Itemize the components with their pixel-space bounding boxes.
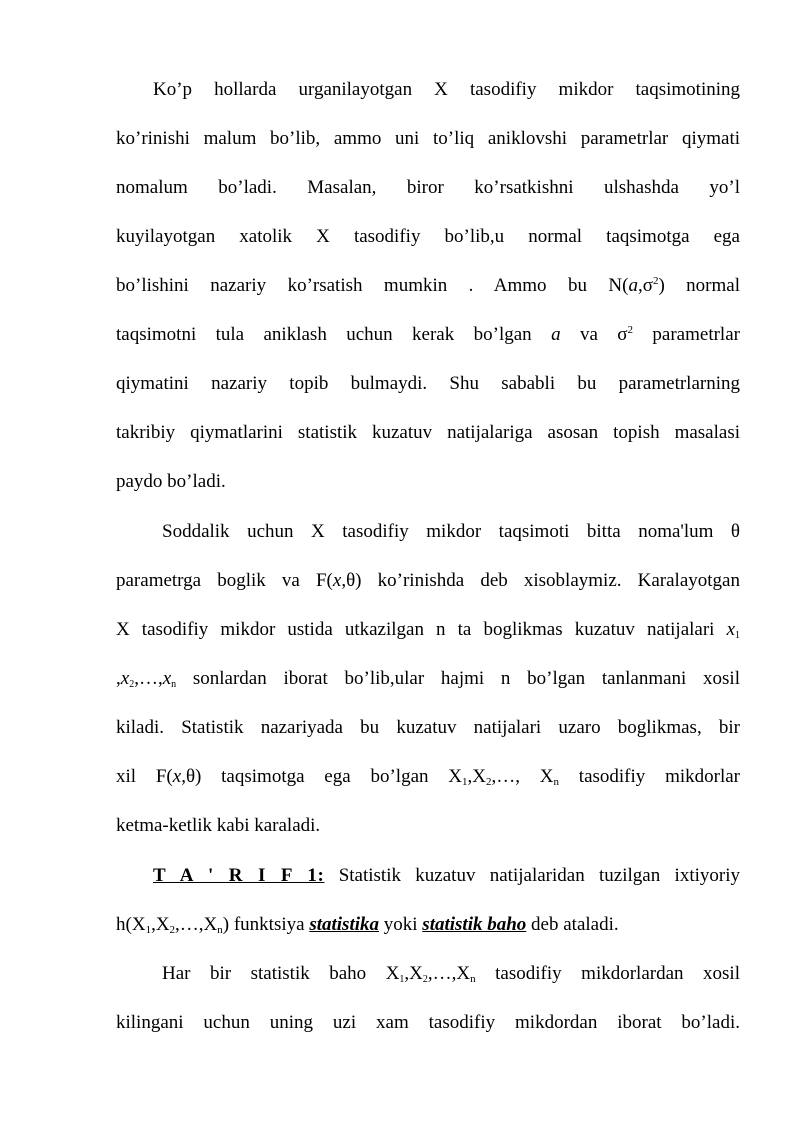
p4-line-2: kilingani uchun uning uzi xam tasodifiy mikdordan iborat bo’ladi. xyxy=(116,1012,740,1033)
p1-line-3: nomalum bo’ladi. Masalan, biror ko’rsatkishni ulshashda yo’l xyxy=(116,177,740,198)
definition-line-2: $h(X_1,X_2,\dots,X_n)$ funktsiya statistika yoki statistik baho deb ataladi. xyxy=(116,914,619,936)
term-statistika: statistika xyxy=(309,914,380,935)
p2-line-6: xil F(x,θ) taqsimotga ega bo’lgan $X_1,X_2,\dots$, $X_n$ tasodifiy mikdorlar xyxy=(116,766,741,788)
p1-line-9: paydo bo’ladi. xyxy=(116,471,226,492)
p1-line-5: bo’lishini nazariy ko’rsatish mumkin . Ammo bu $N(a,\sigma^2)$ normal xyxy=(116,275,740,296)
p1-line-1: Ko’p hollarda urganilayotgan X tasodifiy mikdor taqsimotining xyxy=(153,79,740,100)
p1-line-6: taqsimotni tula aniklash uchun kerak bo’lgan a va $\sigma^2$ parametrlar xyxy=(116,324,740,345)
p4-line-1: Har bir statistik baho $X_1,X_2,\dots,X_n$ tasodifiy mikdorlardan xosil xyxy=(162,963,740,985)
p2-line-7: ketma-ketlik kabi karaladi. xyxy=(116,815,321,836)
p2-line-4: $,x_2,\dots,x_n$ sonlardan iborat bo’lib,ular hajmi n bo’lgan tanlanmani xosil xyxy=(116,668,740,690)
p2-line-1: Soddalik uchun X tasodifiy mikdor taqsimoti bitta noma'lum θ xyxy=(162,521,740,542)
p1-line-4: kuyilayotgan xatolik X tasodifiy bo’lib,u normal taqsimotga ega xyxy=(116,226,740,247)
p1-line-8: takribiy qiymatlarini statistik kuzatuv natijalariga asosan topish masalasi xyxy=(116,422,740,443)
term-statistik-baho: statistik baho xyxy=(422,914,527,935)
p2-line-3: X tasodifiy mikdor ustida utkazilgan n ta boglikmas kuzatuv natijalari $x_1$ xyxy=(116,619,740,641)
definition-line-1: T A ' R I F 1: Statistik kuzatuv natijalaridan tuzilgan ixtiyoriy xyxy=(153,865,740,886)
p2-line-5: kiladi. Statistik nazariyada bu kuzatuv natijalari uzaro boglikmas, bir xyxy=(116,717,740,738)
definition-heading: T A ' R I F 1: xyxy=(153,865,325,886)
p1-line-7: qiymatini nazariy topib bulmaydi. Shu sababli bu parametrlarning xyxy=(116,373,740,394)
p2-line-2: parametrga boglik va F(x,θ) ko’rinishda deb xisoblaymiz. Karalayotgan xyxy=(116,570,740,591)
p1-line-2: ko’rinishi malum bo’lib, ammo uni to’liq aniklovshi parametrlar qiymati xyxy=(116,128,740,149)
